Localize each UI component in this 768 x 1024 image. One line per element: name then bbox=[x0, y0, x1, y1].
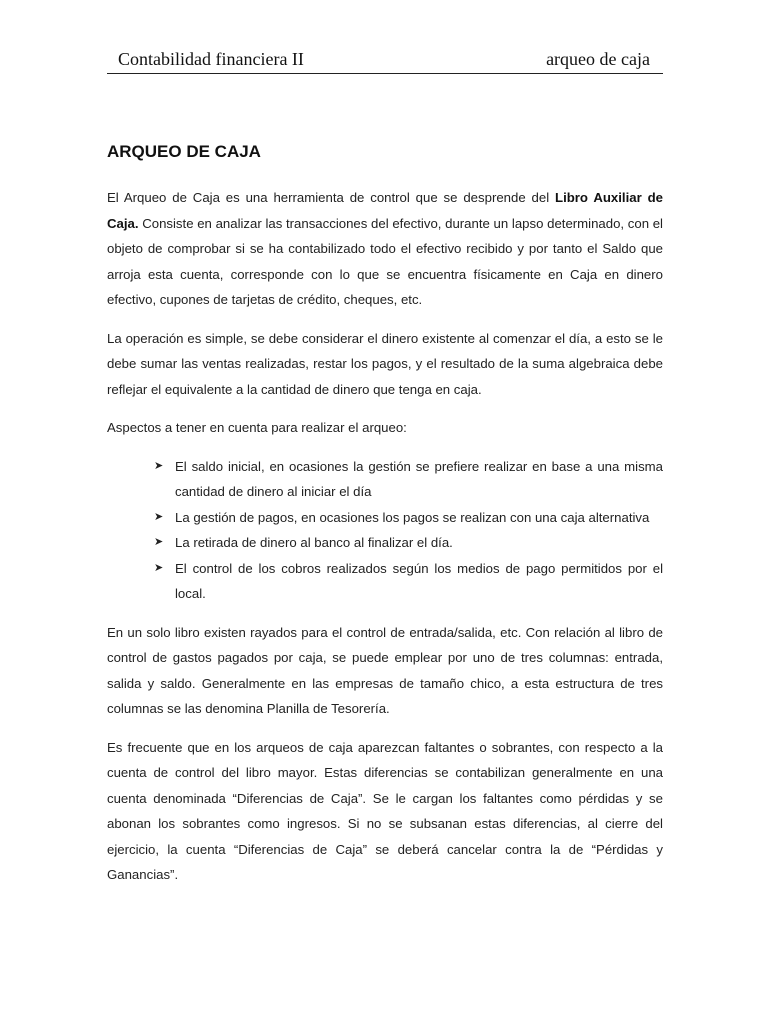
arrowhead-bullet-icon: ➤ bbox=[154, 561, 164, 574]
operation-paragraph: La operación es simple, se debe considerar el dinero existente al comenzar el día, a esto se le debe sumar las ventas realizadas, restar los pagos, y el resultado de la suma algebraica debe reflejar el equivalente a la cantidad de dinero que tenga en caja. bbox=[107, 330, 663, 397]
list-item bbox=[154, 454, 663, 505]
differences-paragraph: Es frecuente que en los arqueos de caja aparezcan faltantes o sobrantes, con respecto a la cuenta de control del libro mayor. Estas diferencias se contabilizan generalmente en una cuenta denominada “Diferencias de Caja”. Se le cargan los faltantes como pérdidas y se abonan los sobrantes como ingresos. Si no se subsanan estas diferencias, al cierre del ejercicio, la cuenta “Diferencias de Caja” se deberá cancelar contra la de “Pérdidas y Ganancias”. bbox=[107, 739, 663, 882]
intro-text-end: Consiste en analizar las transacciones del efectivo, durante un lapso determinado, con el objeto de comprobar si se ha contabilizado todo el efectivo recibido y por tanto el Saldo que arroja esta cuenta, corresponde con lo que se encuentra físicamente en Caja en dinero efectivo, cupones de tarjetas de crédito, cheques, etc. bbox=[107, 215, 663, 307]
arrowhead-bullet-icon: ➤ bbox=[154, 536, 164, 548]
header-topic-title: arqueo de caja bbox=[546, 49, 650, 69]
list-item bbox=[154, 530, 663, 556]
aspects-intro-paragraph: Aspectos a tener en cuenta para realizar el arqueo: bbox=[107, 420, 407, 435]
ledger-paragraph: En un solo libro existen rayados para el control de entrada/salida, etc. Con relación al libro de control de gastos pagados por caja, se puede emplear por uno de tres columnas: entrada, salida y saldo. Generalmente en las empresas de tamaño chico, a esta estructura de tres columnas se las denomina Planilla de Tesorería. bbox=[107, 624, 663, 716]
arrowhead-bullet-icon: ➤ bbox=[154, 459, 164, 472]
list-item bbox=[154, 505, 663, 531]
list-item-text: La retirada de dinero al banco al finalizar el día. bbox=[175, 535, 453, 550]
list-item-text: La gestión de pagos, en ocasiones los pagos se realizan con una caja alternativa bbox=[175, 509, 650, 525]
header-course-title: Contabilidad financiera II bbox=[118, 49, 304, 69]
list-item bbox=[154, 556, 663, 607]
arrowhead-bullet-icon: ➤ bbox=[154, 510, 164, 523]
list-item-text: El saldo inicial, en ocasiones la gestión se prefiere realizar en base a una misma cantidad de dinero al iniciar el día bbox=[175, 458, 663, 499]
page-title: ARQUEO DE CAJA bbox=[107, 142, 261, 161]
intro-bold-term: Libro Auxiliar de Caja. bbox=[107, 190, 663, 231]
list-item-text: El control de los cobros realizados según los medios de pago permitidos por el local. bbox=[175, 560, 663, 601]
intro-text-start: El Arqueo de Caja es una herramienta de control que se desprende del bbox=[107, 190, 556, 205]
page-header bbox=[107, 47, 663, 74]
intro-paragraph bbox=[107, 185, 663, 313]
document-body bbox=[107, 140, 663, 901]
aspects-list bbox=[107, 454, 663, 607]
